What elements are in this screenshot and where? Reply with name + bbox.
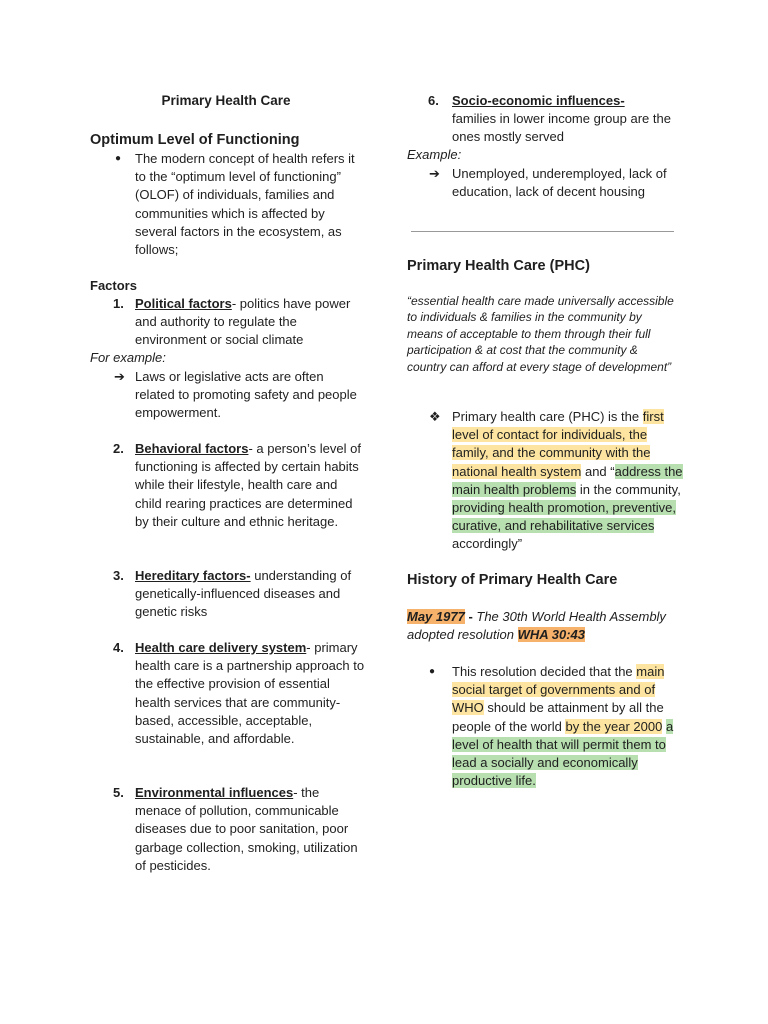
phc-highlight-first-contact: first level of contact for individuals, the family, and the community with the national health system: [452, 409, 664, 479]
factor-term: Political factors: [135, 296, 232, 311]
example-item-right: [407, 165, 683, 201]
factor-item-socio-economic: [407, 92, 683, 147]
phc-definition-quote: “essential health care made universally accessible to individuals & families in the community by means of acceptable to them through their full participation & at cost that the community & country can afford at every stage of development”: [407, 294, 674, 374]
phc-text-plain: Primary health care (PHC) is the: [452, 409, 643, 424]
history-text-plain: should be attainment by all the people of the world: [452, 700, 664, 734]
example-label-left: For example:: [90, 350, 166, 365]
factor-item-behavioral: [90, 440, 366, 531]
factor-description: - primary health care is a partnership approach to the effective provision of essential health services that are community-based, accessible, acceptable, sustainable, and affordable.: [135, 640, 365, 747]
example-text-right: Unemployed, underemployed, lack of education, lack of decent housing: [452, 166, 667, 200]
history-resolution: WHA 30:43: [517, 627, 586, 643]
diamond-icon: ❖: [429, 409, 441, 424]
factor-term: Environmental influences: [135, 785, 294, 800]
history-highlight-year: by the year 2000: [565, 718, 663, 734]
factor-text: [135, 440, 366, 531]
phc-bullet: [407, 408, 683, 554]
factor-description: - a person’s level of functioning is affected by certain habits while their lifestyle, health care and child rearing practices are determined by their culture and ethnic heritage.: [135, 441, 361, 529]
history-bullet-text: [452, 663, 683, 790]
factor-text: [135, 784, 366, 875]
arrow-icon: ➔: [114, 369, 125, 384]
factor-text: [135, 639, 366, 748]
history-text: The 30th World Health Assembly adopted resolution: [407, 609, 666, 643]
factor-item-hereditary: [90, 567, 366, 622]
factor-number: 1.: [113, 296, 124, 311]
olof-bullet-text: The modern concept of health refers it to the “optimum level of functioning” (OLOF) of individuals, families and communities which is affected by several factors in the ecosystem, as follows;: [135, 151, 355, 258]
phc-text-plain: in the community,: [576, 481, 681, 497]
bullet-icon: ●: [115, 153, 122, 164]
history-dash: -: [464, 609, 477, 624]
factor-description: families in lower income group are the ones mostly served: [452, 111, 671, 145]
factor-term: Socio-economic influences-: [452, 93, 625, 108]
factor-term: Health care delivery system: [135, 640, 307, 655]
history-highlight-level-of-health: a level of health that will permit them to lead a socially and economically productive life.: [452, 718, 674, 789]
phc-text-plain: accordingly”: [452, 536, 523, 552]
factor-number: 3.: [113, 568, 124, 583]
history-highlight-target: main social target of governments and of WHO: [452, 664, 665, 716]
phc-heading: Primary Health Care (PHC): [407, 258, 590, 274]
factor-text: [135, 567, 366, 622]
history-paragraph: [407, 608, 679, 644]
factor-term: Behavioral factors: [135, 441, 249, 456]
section-heading-olof: Optimum Level of Functioning: [90, 132, 300, 148]
factor-term: Hereditary factors-: [135, 568, 251, 583]
example-label-right: Example:: [407, 147, 462, 162]
factor-number: 2.: [113, 441, 124, 456]
factor-item-environmental: [90, 784, 366, 875]
factor-number: 4.: [113, 640, 124, 655]
example-item-left: [90, 368, 366, 423]
arrow-icon: ➔: [429, 166, 440, 181]
factor-description: - the menace of pollution, communicable diseases due to poor sanitation, poor garbage collection, smoking, utilization of pesticides.: [135, 785, 358, 873]
bullet-icon: ●: [429, 666, 436, 677]
factor-description: - politics have power and authority to regulate the environment or social climate: [135, 296, 351, 348]
factor-item-health-care-delivery: [90, 639, 366, 748]
history-date: May 1977: [407, 609, 465, 624]
phc-highlight-services: providing health promotion, preventive, curative, and rehabilitative services: [452, 500, 677, 534]
phc-text-plain: and “: [581, 463, 615, 479]
factor-text: [452, 92, 683, 147]
history-text-plain: This resolution decided that the: [452, 664, 637, 679]
factor-item-political: [90, 295, 366, 350]
factor-number: 6.: [428, 93, 439, 108]
phc-highlight-address-problems: address the main health problems: [452, 463, 683, 497]
olof-bullet: [90, 150, 366, 259]
history-bullet: [407, 663, 683, 790]
history-heading: History of Primary Health Care: [407, 572, 618, 588]
factor-number: 5.: [113, 785, 124, 800]
factor-description: understanding of genetically-influenced diseases and genetic risks: [135, 568, 352, 620]
example-text-left: Laws or legislative acts are often related to promoting safety and people empowerment.: [135, 369, 357, 421]
horizontal-divider: [411, 231, 674, 232]
factor-text: [135, 295, 366, 350]
page-title: Primary Health Care: [161, 93, 291, 108]
factors-heading: Factors: [90, 278, 137, 293]
phc-bullet-text: [452, 408, 683, 554]
